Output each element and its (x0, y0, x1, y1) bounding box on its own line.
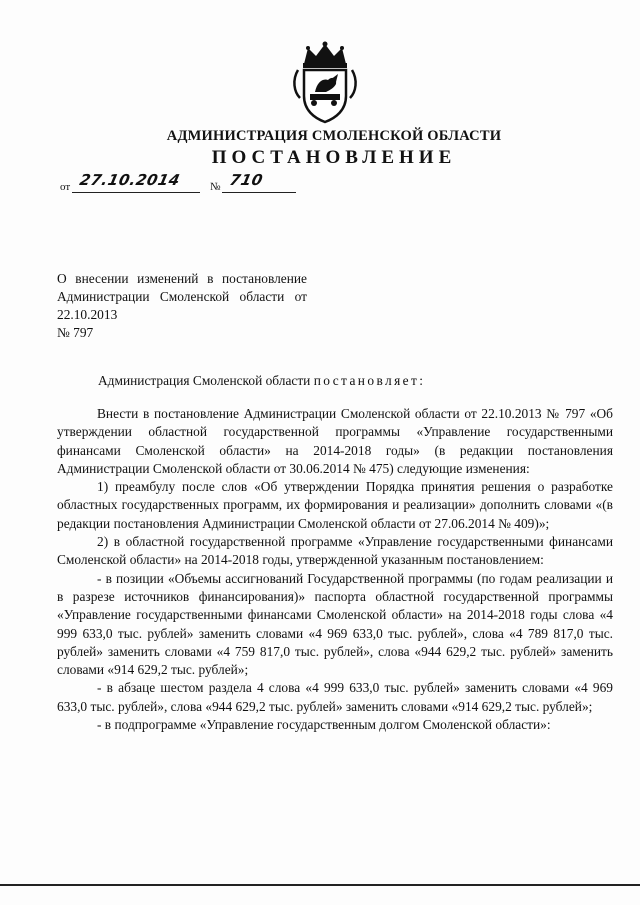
paragraph: 2) в областной государственной программе «Управление государственными финансами Смоленской области» на 2014-2018 годы, утвержденной указанным постановлением: (57, 534, 613, 568)
date-label: от (60, 181, 71, 193)
coat-of-arms-emblem (290, 40, 360, 126)
paragraph: 1) преамбулу после слов «Об утверждении Порядка принятия решения о разработке областных государственных программ, их формирования и реализации» дополнить словами «(в редакции постановления Администрации Смоленской области от 27.06.2014 № 409)»; (57, 479, 613, 531)
handwritten-number: 710 (228, 171, 265, 189)
paragraph: Внести в постановление Администрации Смоленской области от 22.10.2013 № 797 «Об утверждении областной государственной программы «Управление государственными финансами Смоленской области» на 2014-2018 годы» (в редакции постановления Администрации Смоленской области от 30.06.2014 № 475) следующие изменения: (57, 406, 613, 476)
paragraph: - в подпрограмме «Управление государственным долгом Смоленской области»: (97, 717, 551, 733)
document-body (57, 405, 613, 734)
preamble-verb: постановляет: (313, 373, 426, 388)
organization-name: АДМИНИСТРАЦИЯ СМОЛЕНСКОЙ ОБЛАСТИ (166, 128, 502, 144)
number-label: № (210, 181, 221, 193)
paragraph: - в позиции «Объемы ассигнований Государственной программы (по годам реализации и в разрезе источников финансирования)» паспорта областной государственной программы «Управление государственными финансами Смоленской области» на 2014-2018 годы слова «4 999 633,0 тыс. рублей» заменить словами «4 969 633,0 тыс. рублей», слова «4 789 817,0 тыс. рублей» заменить словами «4 759 817,0 тыс. рублей», слова «944 629,2 тыс. рублей» заменить словами «914 629,2 тыс. рублей»; (57, 570, 613, 678)
bottom-border-line (0, 884, 640, 886)
document-subject (57, 270, 307, 342)
document-type-title: ПОСТАНОВЛЕНИЕ (211, 147, 457, 168)
subject-number: № 797 (57, 325, 94, 340)
paragraph: - в абзаце шестом раздела 4 слова «4 999 633,0 тыс. рублей» заменить словами «4 969 633,0 тыс. рублей», слова «944 629,2 тыс. рублей» заменить словами «914 629,2 тыс. рублей»; (57, 680, 613, 714)
number-underline (222, 192, 296, 193)
handwritten-date: 27.10.2014 (78, 171, 182, 189)
preamble (98, 372, 425, 390)
date-underline (72, 192, 200, 193)
preamble-prefix: Администрация Смоленской области (98, 373, 314, 388)
subject-text: О внесении изменений в постановление Администрации Смоленской области от 22.10.2013 (57, 271, 307, 322)
